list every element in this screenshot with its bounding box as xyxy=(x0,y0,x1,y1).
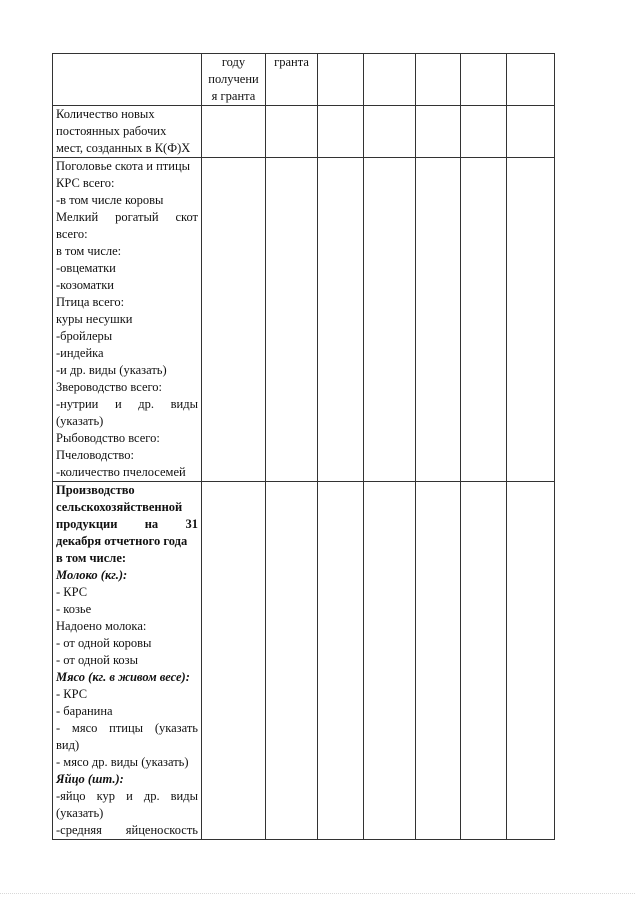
header-cell-indicator xyxy=(53,54,202,106)
row-label-line: - КРС xyxy=(56,585,88,599)
row-label-line: - козье xyxy=(56,602,92,616)
row-label-line: -в том числе коровы xyxy=(56,193,164,207)
header-cell-empty xyxy=(318,54,364,106)
value-cell[interactable] xyxy=(461,482,507,840)
header-cell-grant xyxy=(266,54,318,106)
row-label-line: -средняя яйценоскость xyxy=(56,823,198,837)
row-label-cell xyxy=(53,106,202,158)
value-cell[interactable] xyxy=(318,482,364,840)
header-line: я гранта xyxy=(211,89,256,103)
value-cell[interactable] xyxy=(318,106,364,158)
header-line: году xyxy=(221,55,246,69)
row-label-line: Рыбоводство всего: xyxy=(56,431,160,445)
row-label-line: Звероводство всего: xyxy=(56,380,163,394)
value-cell[interactable] xyxy=(266,482,318,840)
header-line: гранта xyxy=(274,55,309,69)
row-label-line: мест, созданных в К(Ф)Х xyxy=(56,141,191,155)
value-cell[interactable] xyxy=(364,482,416,840)
row-label-line: в том числе: xyxy=(56,551,127,565)
row-label-line: декабря отчетного года xyxy=(56,534,188,548)
row-label-line: -количество пчелосемей xyxy=(56,465,186,479)
row-label-line: Надоено молока: xyxy=(56,619,147,633)
row-label-line: (указать) xyxy=(56,414,104,428)
row-label-line: всего: xyxy=(56,227,88,241)
row-label-line: Молоко (кг.): xyxy=(56,568,128,582)
value-cell[interactable] xyxy=(416,482,461,840)
row-label-line: Яйцо (шт.): xyxy=(56,772,124,786)
header-cell-empty xyxy=(364,54,416,106)
row-label-line: постоянных рабочих xyxy=(56,124,167,138)
table-header-row xyxy=(53,54,555,106)
row-label-line: - КРС xyxy=(56,687,88,701)
row-label-line: -и др. виды (указать) xyxy=(56,363,167,377)
row-label-line: - баранина xyxy=(56,704,113,718)
row-label-line: - от одной козы xyxy=(56,653,138,667)
report-table xyxy=(52,53,555,840)
header-cell-year-received xyxy=(202,54,266,106)
row-label-line: куры несушки xyxy=(56,312,133,326)
value-cell[interactable] xyxy=(507,158,555,482)
value-cell[interactable] xyxy=(507,106,555,158)
header-cell-empty xyxy=(507,54,555,106)
row-label-cell xyxy=(53,158,202,482)
header-cell-empty xyxy=(416,54,461,106)
value-cell[interactable] xyxy=(318,158,364,482)
row-label-line: - мясо др. виды (указать) xyxy=(56,755,189,769)
value-cell[interactable] xyxy=(266,158,318,482)
row-label-line: - от одной коровы xyxy=(56,636,152,650)
row-label-line: вид) xyxy=(56,738,80,752)
value-cell[interactable] xyxy=(461,158,507,482)
value-cell[interactable] xyxy=(416,106,461,158)
value-cell[interactable] xyxy=(202,158,266,482)
row-label-line: Количество новых xyxy=(56,107,155,121)
row-label-line: в том числе: xyxy=(56,244,122,258)
table-row-workplaces xyxy=(53,106,555,158)
row-label-line: (указать) xyxy=(56,806,104,820)
value-cell[interactable] xyxy=(416,158,461,482)
row-label-line: -бройлеры xyxy=(56,329,113,343)
row-label-line: продукции на 31 xyxy=(56,517,198,531)
row-label-line: -индейка xyxy=(56,346,104,360)
value-cell[interactable] xyxy=(507,482,555,840)
row-label-line: Мясо (кг. в живом весе): xyxy=(56,670,190,684)
header-cell-empty xyxy=(461,54,507,106)
value-cell[interactable] xyxy=(364,106,416,158)
row-label-line: Мелкий рогатый скот xyxy=(56,210,198,224)
table-row-livestock xyxy=(53,158,555,482)
row-label-line: Птица всего: xyxy=(56,295,125,309)
value-cell[interactable] xyxy=(202,106,266,158)
row-label-line: Поголовье скота и птицы xyxy=(56,159,191,173)
row-label-line: КРС всего: xyxy=(56,176,115,190)
page-bottom-divider xyxy=(0,893,635,894)
value-cell[interactable] xyxy=(364,158,416,482)
row-label-line: - мясо птицы (указать xyxy=(56,721,198,735)
row-label-line: Производство xyxy=(56,483,135,497)
table-row-production xyxy=(53,482,555,840)
value-cell[interactable] xyxy=(202,482,266,840)
row-label-cell xyxy=(53,482,202,840)
value-cell[interactable] xyxy=(266,106,318,158)
value-cell[interactable] xyxy=(461,106,507,158)
row-label-line: -козоматки xyxy=(56,278,115,292)
row-label-line: сельскохозяйственной xyxy=(56,500,183,514)
row-label-line: Пчеловодство: xyxy=(56,448,134,462)
row-label-line: -яйцо кур и др. виды xyxy=(56,789,198,803)
row-label-line: -овцематки xyxy=(56,261,116,275)
row-label-line: -нутрии и др. виды xyxy=(56,397,198,411)
header-line: получени xyxy=(208,72,259,86)
